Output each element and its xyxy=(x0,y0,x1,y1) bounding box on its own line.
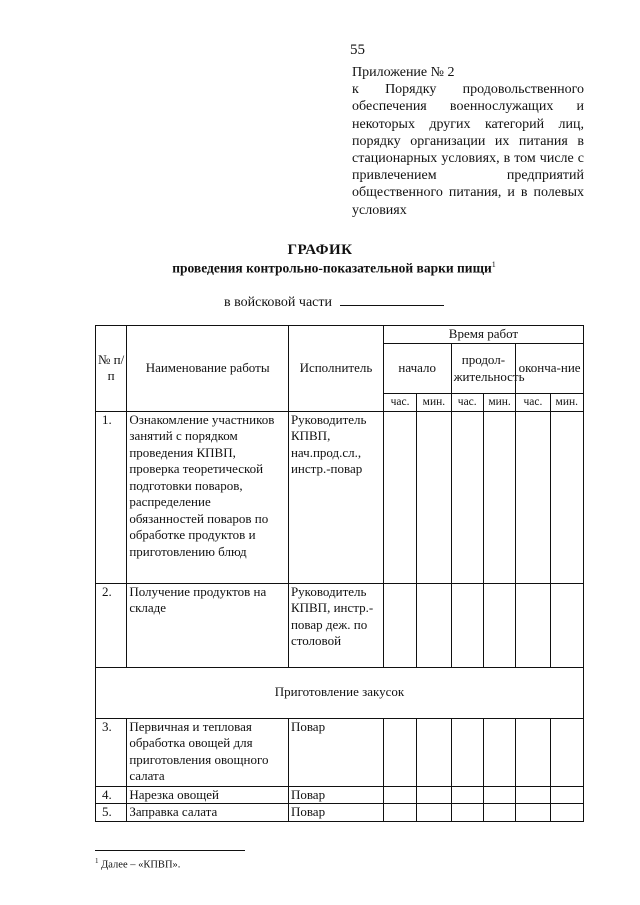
military-unit-line xyxy=(224,293,444,311)
row-performer: Повар xyxy=(288,718,383,786)
row-cell xyxy=(417,786,451,804)
schedule-table xyxy=(95,325,584,822)
row-cell xyxy=(383,411,416,583)
header-start-minutes: мин. xyxy=(417,394,451,412)
table-row xyxy=(96,718,584,786)
row-number: 5. xyxy=(96,804,127,822)
appendix-title: Приложение № 2 xyxy=(352,65,455,80)
military-unit-blank xyxy=(340,293,444,306)
row-work: Заправка салата xyxy=(127,804,289,822)
row-cell xyxy=(550,411,583,583)
header-performer: Исполнитель xyxy=(288,326,383,412)
row-cell xyxy=(483,411,515,583)
row-cell xyxy=(417,411,451,583)
row-cell xyxy=(383,583,416,667)
footnote-text: Далее – «КПВП». xyxy=(101,859,181,871)
row-cell xyxy=(451,583,483,667)
row-cell xyxy=(383,804,416,822)
row-cell xyxy=(451,786,483,804)
document-subtitle xyxy=(0,260,640,277)
row-cell xyxy=(516,411,550,583)
row-performer: Повар xyxy=(288,786,383,804)
row-work: Нарезка овощей xyxy=(127,786,289,804)
header-duration-minutes: мин. xyxy=(483,394,515,412)
row-number: 2. xyxy=(96,583,127,667)
row-cell xyxy=(483,786,515,804)
table-row xyxy=(96,583,584,667)
row-cell xyxy=(451,411,483,583)
table-row xyxy=(96,786,584,804)
document-title: ГРАФИК xyxy=(287,242,353,258)
military-unit-label: в войсковой части xyxy=(224,295,333,310)
row-cell xyxy=(516,718,550,786)
row-work: Ознакомление участников занятий с порядком проведения КПВП, проверка теоретической подготовки поваров, распределение обязанностей поваров по обработке продуктов и приготовлению блюд xyxy=(127,411,289,583)
appendix-block xyxy=(352,64,584,219)
header-number: № п/п xyxy=(96,326,127,412)
footnote-mark: 1 xyxy=(95,857,99,865)
row-work: Получение продуктов на складе xyxy=(127,583,289,667)
header-start: начало xyxy=(383,344,451,394)
row-cell xyxy=(417,718,451,786)
header-work-name: Наименование работы xyxy=(127,326,289,412)
row-performer: Повар xyxy=(288,804,383,822)
row-performer: Руководитель КПВП, инстр.-повар деж. по столовой xyxy=(288,583,383,667)
header-end-minutes: мин. xyxy=(550,394,583,412)
row-cell xyxy=(550,718,583,786)
row-cell xyxy=(483,583,515,667)
row-cell xyxy=(550,804,583,822)
table-row xyxy=(96,411,584,583)
section-title: Приготовление закусок xyxy=(96,667,584,718)
row-cell xyxy=(417,583,451,667)
header-duration-hours: час. xyxy=(451,394,483,412)
row-cell xyxy=(383,718,416,786)
row-cell xyxy=(383,786,416,804)
appendix-body: к Порядку продовольственного обеспечения военнослужащих и некоторых других категорий лиц, порядку организации их питания в стационарных условиях, в том числе с привлечением предприятий общественного питания, и в полевых условиях xyxy=(352,82,584,218)
row-cell xyxy=(451,804,483,822)
row-cell xyxy=(550,786,583,804)
row-cell xyxy=(483,804,515,822)
row-number: 3. xyxy=(96,718,127,786)
row-cell xyxy=(550,583,583,667)
footnote-reference: 1 xyxy=(491,260,496,269)
header-end: оконча-ние xyxy=(516,344,584,394)
table-row xyxy=(96,804,584,822)
row-performer: Руководитель КПВП, нач.прод.сл., инстр.-повар xyxy=(288,411,383,583)
row-cell xyxy=(451,718,483,786)
footnote xyxy=(95,857,180,871)
row-number: 1. xyxy=(96,411,127,583)
header-time-group: Время работ xyxy=(383,326,583,344)
row-cell xyxy=(516,786,550,804)
row-cell xyxy=(516,583,550,667)
row-number: 4. xyxy=(96,786,127,804)
header-start-hours: час. xyxy=(383,394,416,412)
row-cell xyxy=(516,804,550,822)
row-work: Первичная и тепловая обработка овощей для приготовления овощного салата xyxy=(127,718,289,786)
section-row xyxy=(96,667,584,718)
header-duration: продол-жительность xyxy=(451,344,516,394)
header-end-hours: час. xyxy=(516,394,550,412)
row-cell xyxy=(483,718,515,786)
page-number: 55 xyxy=(350,42,365,58)
document-subtitle-text: проведения контрольно-показательной варки пищи xyxy=(172,260,492,276)
row-cell xyxy=(417,804,451,822)
footnote-divider xyxy=(95,850,245,851)
